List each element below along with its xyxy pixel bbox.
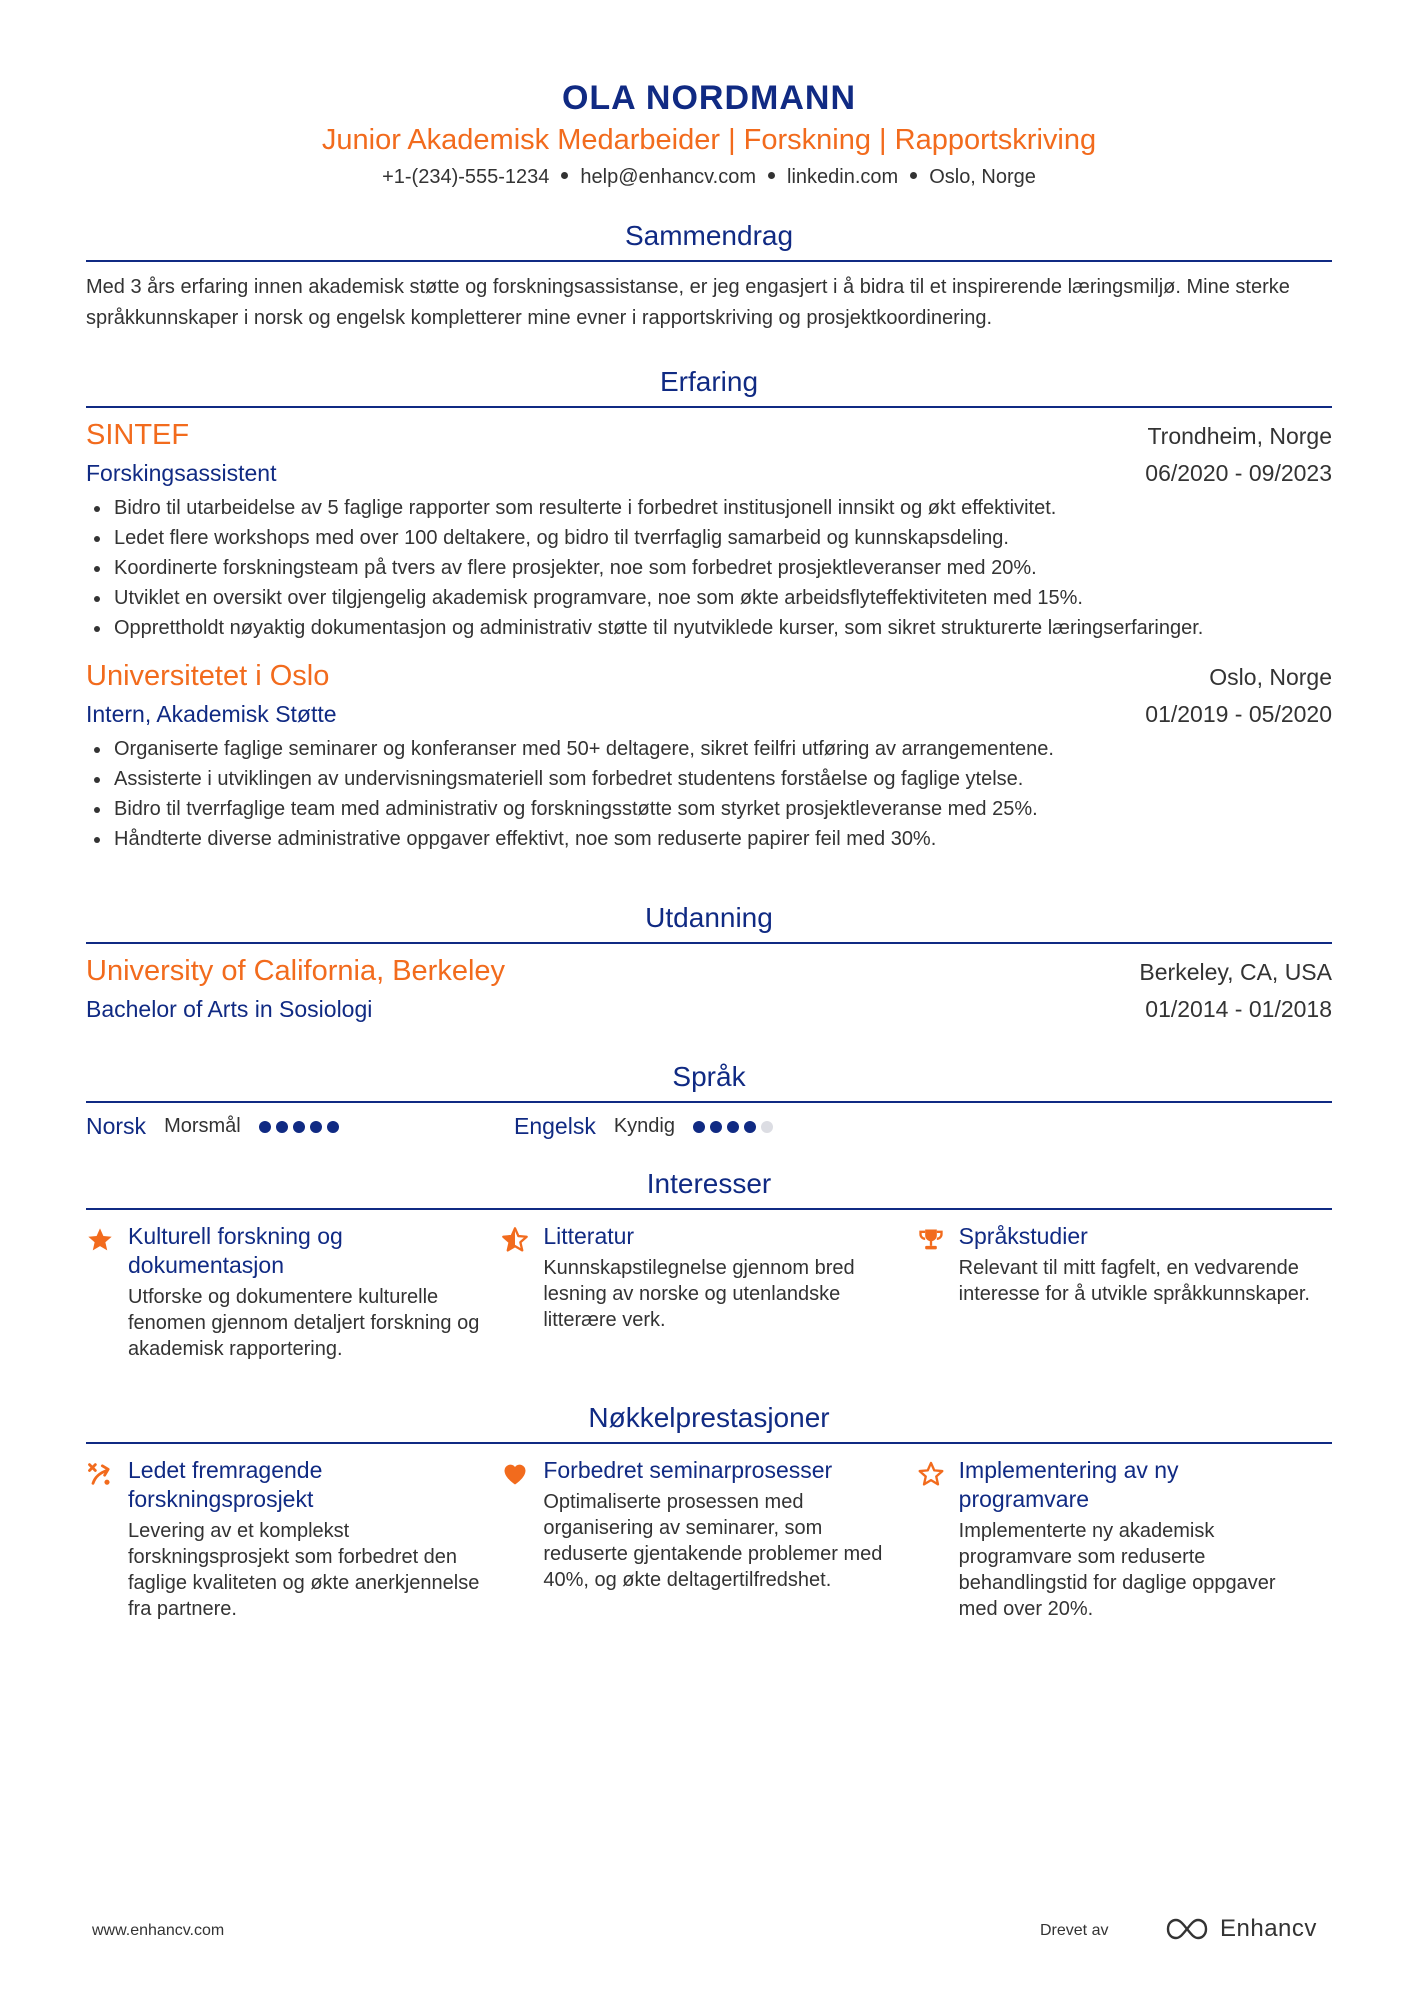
- achievement-item: Ledet flere workshops med over 100 deltakere, og bidro til tverrfaglig samarbeid og kunnskapsdeling.: [86, 523, 1332, 553]
- employer-name: SINTEF: [86, 419, 190, 451]
- section-title-achievements: Nøkkelprestasjoner: [86, 1398, 1332, 1444]
- achievement-item: Utviklet en oversikt over tilgjengelig akademisk programvare, noe som økte arbeidsflyteffektiviteten med 15%.: [86, 583, 1332, 613]
- footer-powered-by: Drevet av: [1040, 1922, 1109, 1939]
- star-filled-icon: [86, 1222, 128, 1362]
- rating-dot-filled: [276, 1121, 288, 1133]
- language-level: Kyndig: [613, 1115, 675, 1137]
- achievement-description: Levering av et komplekst forskningsprosjekt som forbedret den faglige kvaliteten og økte anerkjennelse fra partnere.: [128, 1520, 480, 1620]
- trophy-icon: [917, 1222, 959, 1362]
- interest-title: Litteratur: [543, 1223, 635, 1249]
- job-title: Forskingsassistent: [86, 460, 277, 486]
- achievement-title: Ledet fremragende forskningsprosjekt: [128, 1457, 323, 1512]
- achievement-title: Implementering av ny programvare: [958, 1457, 1179, 1512]
- star-half-icon: [501, 1222, 543, 1362]
- language-rating: [259, 1121, 344, 1133]
- rating-dot-filled: [693, 1121, 705, 1133]
- resume-page: [86, 74, 1332, 1622]
- contact-email[interactable]: help@enhancv.com: [580, 166, 757, 188]
- section-title-summary: Sammendrag: [86, 216, 1332, 262]
- degree-name: Bachelor of Arts in Sosiologi: [86, 996, 373, 1022]
- footer-url[interactable]: www.enhancv.com: [92, 1922, 225, 1939]
- rating-dot-filled: [310, 1121, 322, 1133]
- enhancv-logo-icon: [1164, 1914, 1212, 1944]
- job-title: Intern, Akademisk Støtte: [86, 701, 337, 727]
- language-name: Norsk: [86, 1113, 147, 1139]
- interests-section: [86, 1164, 1332, 1362]
- contact-phone: +1-(234)-555-1234: [382, 166, 550, 188]
- enhancv-logo[interactable]: [1164, 1914, 1317, 1944]
- achievement-title: Forbedret seminarprosesser: [543, 1457, 833, 1483]
- interest-description: Utforske og dokumentere kulturelle fenomen gjennom detaljert forskning og akademisk rapportering.: [128, 1286, 480, 1360]
- interest-title: Språkstudier: [958, 1223, 1088, 1249]
- rating-dot-filled: [727, 1121, 739, 1133]
- separator-dot: [561, 172, 568, 179]
- footer-brand-name: Enhancv: [1220, 1915, 1317, 1942]
- school-name: University of California, Berkeley: [86, 955, 506, 987]
- rating-dot-filled: [293, 1121, 305, 1133]
- job-dates: 01/2019 - 05/2020: [1145, 701, 1332, 727]
- interest-description: Relevant til mitt fagfelt, en vedvarende interesse for å utvikle språkkunnskaper.: [958, 1257, 1310, 1305]
- achievement-list: [86, 734, 1332, 854]
- section-title-interests: Interesser: [86, 1164, 1332, 1210]
- resume-header: [86, 74, 1332, 192]
- achievement-description: Optimaliserte prosessen med organisering av seminarer, som reduserte gjentakende problemer med 40%, og økte deltagertilfredshet.: [543, 1491, 883, 1591]
- achievement-item: Koordinerte forskningsteam på tvers av flere prosjekter, noe som forbedret prosjektleveranser med 20%.: [86, 553, 1332, 583]
- interest-title: Kulturell forskning og dokumentasjon: [128, 1223, 343, 1278]
- contact-linkedin[interactable]: linkedin.com: [787, 166, 899, 188]
- employer-location: Oslo, Norge: [1209, 664, 1332, 690]
- section-title-experience: Erfaring: [86, 362, 1332, 408]
- achievement-card: [917, 1456, 1332, 1622]
- separator-dot: [768, 172, 775, 179]
- rating-dot-empty: [761, 1121, 773, 1133]
- achievement-item: Bidro til utarbeidelse av 5 faglige rapporter som resulterte i forbedret institusjonell innsikt og økt effektivitet.: [86, 493, 1332, 523]
- achievement-description: Implementerte ny akademisk programvare som reduserte behandlingstid for daglige oppgaver med over 20%.: [958, 1520, 1276, 1620]
- heart-icon: [501, 1456, 543, 1622]
- achievement-item: Organiserte faglige seminarer og konferanser med 50+ deltagere, sikret feilfri utføring av arrangementene.: [86, 734, 1332, 764]
- language-level: Morsmål: [164, 1115, 241, 1137]
- rating-dot-filled: [327, 1121, 339, 1133]
- experience-section: [86, 362, 1332, 854]
- employer-location: Trondheim, Norge: [1147, 423, 1332, 449]
- contact-line: [86, 162, 1332, 192]
- achievement-item: Assisterte i utviklingen av undervisningsmateriell som forbedret studentens forståelse og faglige ytelse.: [86, 764, 1332, 794]
- achievement-item: Bidro til tverrfaglige team med administrativ og forskningsstøtte som styrket prosjektleveranse med 25%.: [86, 794, 1332, 824]
- candidate-tagline: Junior Akademisk Medarbeider | Forskning | Rapportskriving: [321, 124, 1097, 156]
- language-item: [514, 1113, 942, 1140]
- achievement-card: [86, 1456, 501, 1622]
- section-title-education: Utdanning: [86, 898, 1332, 944]
- page-footer: [92, 1912, 1318, 1952]
- interest-card: [917, 1222, 1332, 1362]
- language-rating: [693, 1121, 778, 1133]
- rating-dot-filled: [744, 1121, 756, 1133]
- achievement-card: [501, 1456, 916, 1622]
- education-entry: [86, 952, 1332, 1027]
- interest-card: [501, 1222, 916, 1362]
- strategy-icon: [86, 1456, 128, 1622]
- achievement-list: [86, 493, 1332, 643]
- separator-dot: [910, 172, 917, 179]
- experience-entry: [86, 657, 1332, 854]
- education-section: [86, 898, 1332, 1027]
- rating-dot-filled: [259, 1121, 271, 1133]
- experience-entry: [86, 416, 1332, 643]
- contact-location: Oslo, Norge: [929, 166, 1036, 188]
- interest-description: Kunnskapstilegnelse gjennom bred lesning av norske og utenlandske litterære verk.: [543, 1257, 855, 1331]
- achievement-item: Håndterte diverse administrative oppgaver effektivt, noe som reduserte papirer feil med 30%.: [86, 824, 1332, 854]
- languages-section: [86, 1057, 1332, 1140]
- achievement-item: Opprettholdt nøyaktig dokumentasjon og administrativ støtte til nyutviklede kurser, som sikret strukturerte læringserfaringer.: [86, 613, 1332, 643]
- language-name: Engelsk: [514, 1113, 596, 1139]
- school-location: Berkeley, CA, USA: [1139, 959, 1332, 985]
- candidate-name: OLA NORDMANN: [561, 79, 857, 117]
- section-title-languages: Språk: [86, 1057, 1332, 1103]
- summary-text: Med 3 års erfaring innen akademisk støtte og forskningsassistanse, er jeg engasjert i å bidra til et inspirerende læringsmiljø. Mine sterke språkkunnskaper i norsk og engelsk kompletterer mine evner i rapportskriving og prosjektkoordinering.: [86, 276, 1290, 329]
- language-item: [86, 1113, 514, 1140]
- rating-dot-filled: [710, 1121, 722, 1133]
- education-dates: 01/2014 - 01/2018: [1145, 996, 1332, 1022]
- job-dates: 06/2020 - 09/2023: [1145, 460, 1332, 486]
- star-outline-icon: [917, 1456, 959, 1622]
- summary-section: [86, 216, 1332, 334]
- interest-card: [86, 1222, 501, 1362]
- employer-name: Universitetet i Oslo: [86, 660, 330, 692]
- achievements-section: [86, 1398, 1332, 1622]
